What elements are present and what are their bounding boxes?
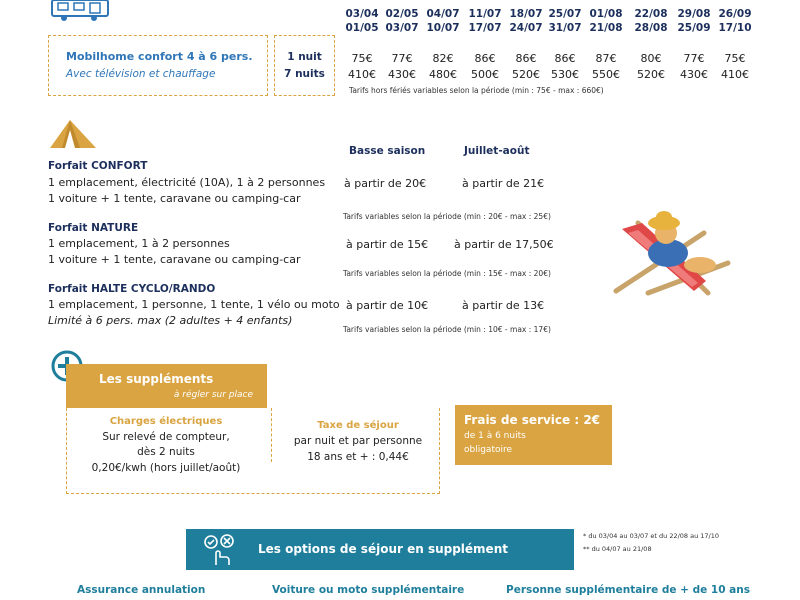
taxe-title: Taxe de séjour — [317, 420, 399, 431]
nights-7-label: 7 nuits — [284, 68, 325, 80]
charges-line3: 0,20€/kwh (hors juillet/août) — [91, 462, 241, 474]
forfait-halte-line1: 1 emplacement, 1 personne, 1 tente, 1 vélo ou moto — [48, 298, 340, 311]
date-to: 03/07 — [385, 22, 419, 34]
price-7-nights: 480€ — [429, 68, 457, 81]
supplements-divider — [271, 408, 272, 462]
date-to: 24/07 — [509, 22, 543, 34]
date-to: 17/07 — [468, 22, 502, 34]
date-to: 21/08 — [589, 22, 623, 34]
date-from: 25/07 — [548, 8, 582, 20]
price-7-nights: 520€ — [637, 68, 665, 81]
mobilhome-icon — [50, 0, 112, 22]
options-footnote-1: * du 03/04 au 03/07 et du 22/08 au 17/10 — [583, 532, 720, 540]
date-from: 29/08 — [677, 8, 711, 20]
option-vehicule: Voiture ou moto supplémentaire — [272, 584, 465, 596]
forfait-nature-price-juillet: à partir de 17,50€ — [454, 238, 554, 251]
supplements-subtitle: à régler sur place — [173, 390, 253, 400]
date-to: 28/08 — [634, 22, 668, 34]
date-to: 25/09 — [677, 22, 711, 34]
date-from: 11/07 — [468, 8, 502, 20]
forfait-confort-title: Forfait CONFORT — [48, 160, 148, 172]
taxe-line2: 18 ans et + : 0,44€ — [307, 451, 409, 463]
price-7-nights: 430€ — [388, 68, 416, 81]
date-from: 18/07 — [509, 8, 543, 20]
price-7-nights: 410€ — [721, 68, 749, 81]
price-1-night: 80€ — [640, 52, 662, 65]
price-1-night: 82€ — [432, 52, 454, 65]
options-title: Les options de séjour en supplément — [258, 542, 508, 556]
price-1-night: 86€ — [515, 52, 537, 65]
forfait-confort-price-juillet: à partir de 21€ — [462, 177, 545, 190]
options-header — [186, 529, 574, 570]
date-from: 03/04 — [345, 8, 379, 20]
price-7-nights: 430€ — [680, 68, 708, 81]
price-7-nights: 500€ — [471, 68, 499, 81]
date-from: 01/08 — [589, 8, 623, 20]
deckchair-illustration — [608, 203, 740, 297]
mobilhome-tarif-note: Tarifs hors fériés variables selon la période (min : 75€ - max : 660€) — [349, 86, 604, 95]
price-1-night: 86€ — [554, 52, 576, 65]
forfait-nature-note: Tarifs variables selon la période (min : 15€ - max : 20€) — [343, 269, 551, 278]
date-to: 01/05 — [345, 22, 379, 34]
price-7-nights: 530€ — [551, 68, 579, 81]
charges-line2: dès 2 nuits — [137, 446, 195, 458]
frais-title: Frais de service : 2€ — [464, 413, 601, 427]
col-juillet-aout: Juillet-août — [464, 145, 530, 157]
forfait-confort-note: Tarifs variables selon la période (min : 20€ - max : 25€) — [343, 212, 551, 221]
forfait-halte-price-basse: à partir de 10€ — [346, 299, 429, 312]
date-to: 31/07 — [548, 22, 582, 34]
date-from: 04/07 — [426, 8, 460, 20]
tent-icon — [48, 118, 98, 150]
date-from: 02/05 — [385, 8, 419, 20]
forfait-nature-line1: 1 emplacement, 1 à 2 personnes — [48, 237, 230, 250]
forfait-halte-line2: Limité à 6 pers. max (2 adultes + 4 enfants) — [48, 314, 293, 327]
forfait-nature-line2: 1 voiture + 1 tente, caravane ou camping-car — [48, 253, 301, 266]
mobilhome-title: Mobilhome confort 4 à 6 pers. — [66, 50, 253, 63]
frais-line2: obligatoire — [464, 445, 513, 455]
price-7-nights: 410€ — [348, 68, 376, 81]
supplements-title: Les suppléments — [99, 372, 214, 386]
date-from: 26/09 — [718, 8, 752, 20]
forfait-confort-price-basse: à partir de 20€ — [344, 177, 427, 190]
mobilhome-subtitle: Avec télévision et chauffage — [66, 68, 216, 80]
charges-title: Charges électriques — [109, 416, 223, 427]
price-1-night: 86€ — [474, 52, 496, 65]
price-1-night: 77€ — [683, 52, 705, 65]
price-1-night: 75€ — [724, 52, 746, 65]
forfait-nature-price-basse: à partir de 15€ — [346, 238, 429, 251]
option-assurance: Assurance annulation — [77, 584, 206, 596]
mobilhome-label-box — [48, 35, 268, 96]
price-7-nights: 520€ — [512, 68, 540, 81]
date-to: 17/10 — [718, 22, 752, 34]
forfait-halte-title: Forfait HALTE CYCLO/RANDO — [48, 283, 216, 295]
date-from: 22/08 — [634, 8, 668, 20]
frais-line1: de 1 à 6 nuits — [464, 431, 526, 441]
charges-line1: Sur relevé de compteur, — [102, 431, 230, 443]
price-1-night: 75€ — [351, 52, 373, 65]
nights-box — [274, 35, 335, 96]
taxe-line1: par nuit et par personne — [293, 435, 423, 447]
forfait-confort-line1: 1 emplacement, électricité (10A), 1 à 2 personnes — [48, 176, 326, 189]
date-to: 10/07 — [426, 22, 460, 34]
price-1-night: 77€ — [391, 52, 413, 65]
forfait-confort-line2: 1 voiture + 1 tente, caravane ou camping-car — [48, 192, 301, 205]
forfait-halte-price-juillet: à partir de 13€ — [462, 299, 545, 312]
hand-click-icon — [202, 533, 236, 567]
price-1-night: 87€ — [595, 52, 617, 65]
option-personne: Personne supplémentaire de + de 10 ans — [506, 584, 750, 596]
forfait-halte-note: Tarifs variables selon la période (min : 10€ - max : 17€) — [343, 325, 551, 334]
supplements-header — [66, 364, 267, 408]
nights-1-label: 1 nuit — [287, 51, 322, 63]
price-7-nights: 550€ — [592, 68, 620, 81]
col-basse-saison: Basse saison — [349, 145, 426, 157]
forfait-nature-title: Forfait NATURE — [48, 222, 139, 234]
frais-service-box — [455, 405, 612, 465]
options-footnote-2: ** du 04/07 au 21/08 — [583, 545, 652, 553]
